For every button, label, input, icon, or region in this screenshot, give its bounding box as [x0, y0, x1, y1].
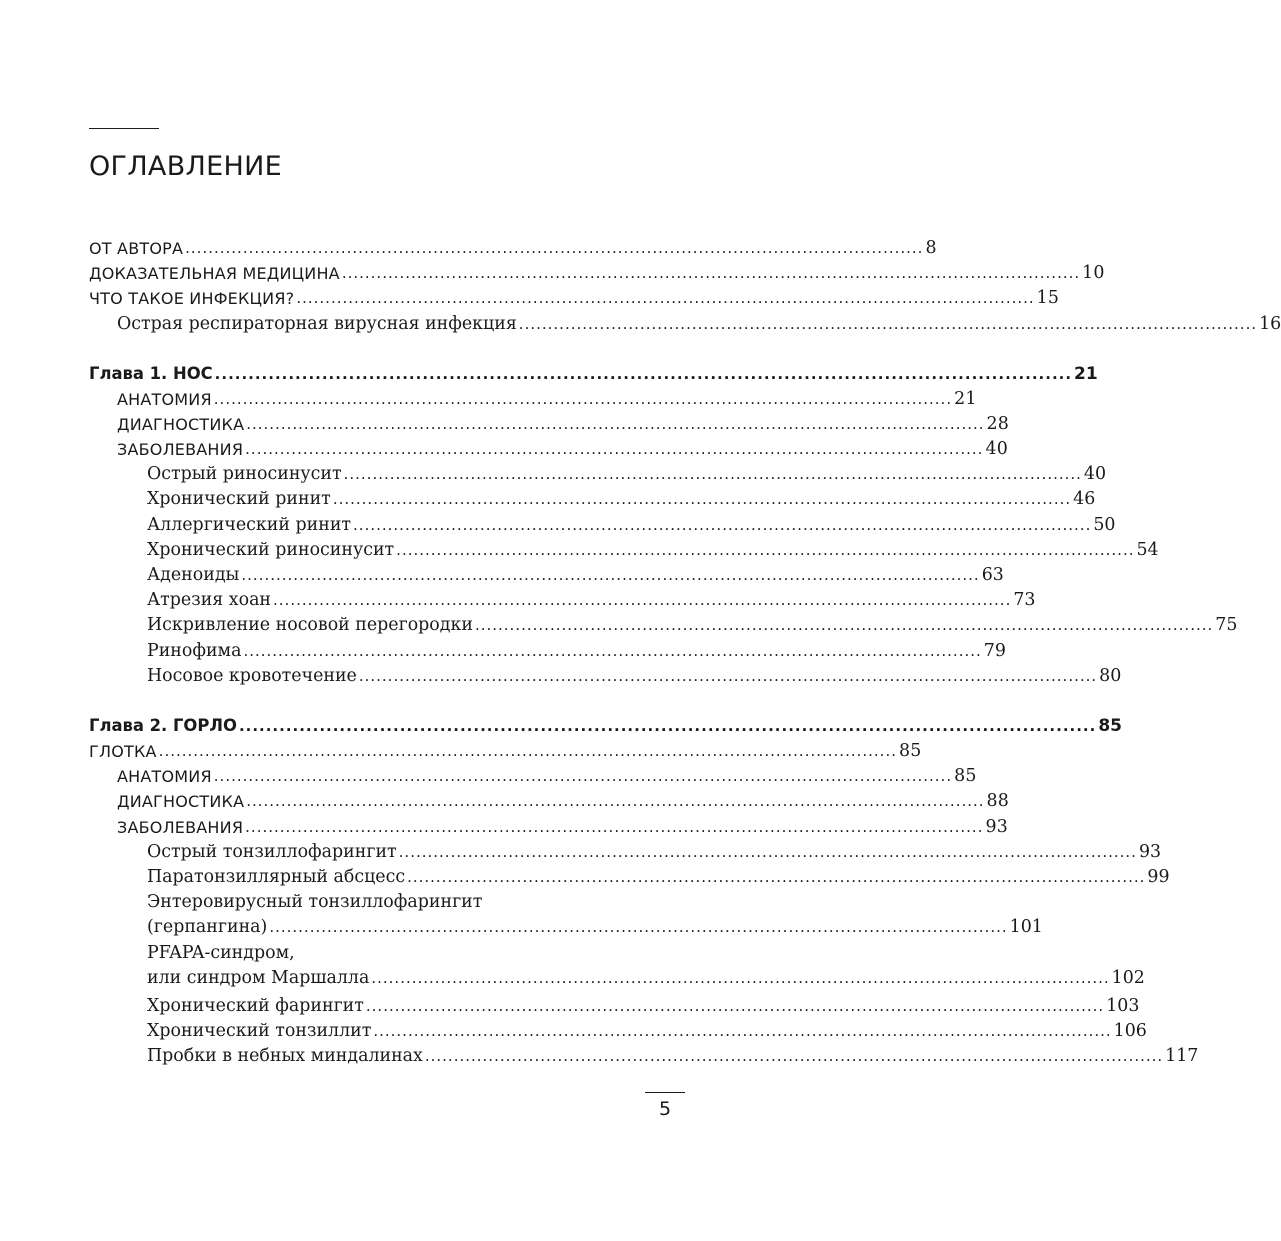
toc-entry[interactable]	[89, 488, 1096, 513]
toc-entry-page: 93	[1138, 841, 1162, 862]
toc-entry-label: ГЛОТКА	[89, 741, 157, 761]
toc-entry[interactable]	[89, 563, 1004, 588]
toc-entry[interactable]	[89, 1019, 1147, 1044]
toc-entry[interactable]	[89, 387, 977, 412]
page-title: ОГЛАВЛЕНИЕ	[89, 151, 282, 182]
leader-dots: ................................................................................................................................	[396, 540, 1135, 559]
leader-dots: ................................................................................................................................	[158, 741, 897, 760]
toc-entry-page: 102	[1111, 967, 1145, 988]
toc-entry-page: 28	[986, 413, 1010, 434]
leader-dots: ................................................................................................................................	[296, 289, 1035, 308]
toc-chapter-label: Глава 1. НОС	[89, 363, 213, 383]
toc-entry-label: Носовое кровотечение	[147, 665, 357, 686]
leader-dots: ................................................................................................................................	[269, 918, 1008, 937]
toc-entry-label: Хронический тонзиллит	[147, 1021, 372, 1042]
toc-entry-label: ЗАБОЛЕВАНИЯ	[117, 440, 244, 460]
leader-dots: ................................................................................................................................	[214, 364, 1073, 383]
toc-entry-label: или синдром Маршалла	[147, 967, 370, 988]
toc-chapter-page: 85	[1098, 716, 1122, 736]
toc-entry-label: ДИАГНОСТИКА	[117, 414, 245, 434]
toc-entry-label: Острый тонзиллофарингит	[147, 841, 397, 862]
toc-entry-page: 79	[983, 640, 1006, 661]
leader-dots: ................................................................................................................................	[246, 792, 985, 811]
toc-entry-label: Хронический фарингит	[147, 995, 364, 1016]
leader-dots: ................................................................................................................................	[238, 716, 1097, 735]
toc-entry-page: 8	[925, 237, 937, 258]
toc-entry[interactable]	[89, 865, 1170, 890]
toc-entry[interactable]	[89, 538, 1159, 563]
toc-entry-page: 46	[1073, 489, 1096, 510]
toc-entry[interactable]	[89, 513, 1116, 538]
leader-dots: ................................................................................................................................	[245, 440, 984, 459]
toc-entry-label: Аденоиды	[147, 565, 240, 586]
toc-entry-page: 80	[1099, 665, 1122, 686]
leader-dots: ................................................................................................................................	[241, 566, 980, 585]
toc-entry-label: ЗАБОЛЕВАНИЯ	[117, 817, 244, 837]
table-of-contents	[89, 236, 1281, 1069]
toc-entry-label: АНАТОМИЯ	[117, 389, 212, 409]
toc-entry-page: 99	[1147, 866, 1170, 887]
leader-dots: ................................................................................................................................	[245, 817, 984, 836]
toc-chapter[interactable]	[89, 713, 1122, 739]
toc-chapter-label: Глава 2. ГОРЛО	[89, 716, 237, 735]
leader-dots: ................................................................................................................................	[373, 1022, 1112, 1041]
toc-entry-page: 101	[1009, 917, 1043, 938]
toc-entry[interactable]	[89, 236, 937, 261]
leader-dots: ................................................................................................................................	[343, 465, 1082, 484]
toc-entry[interactable]	[89, 764, 977, 789]
leader-dots: ................................................................................................................................	[246, 414, 985, 433]
leader-dots: ................................................................................................................................	[213, 767, 953, 786]
toc-entry-label: ДОКАЗАТЕЛЬНАЯ МЕДИЦИНА	[89, 264, 340, 284]
toc-entry[interactable]	[89, 1044, 1199, 1069]
toc-entry-page: 85	[898, 740, 922, 761]
toc-entry-label: Аллергический ринит	[147, 514, 352, 535]
leader-dots: ................................................................................................................................	[185, 238, 924, 257]
leader-dots: ................................................................................................................................	[341, 264, 1081, 283]
toc-entry[interactable]	[89, 437, 1008, 462]
toc-entry-page: 75	[1215, 615, 1238, 636]
toc-entry-page: 85	[954, 766, 977, 787]
toc-entry-label: ОТ АВТОРА	[89, 238, 184, 258]
toc-entry-label: Пробки в небных миндалинах	[147, 1046, 423, 1067]
toc-entry-label-line1[interactable]: PFAPA-синдром,	[147, 942, 295, 963]
toc-entry-page: 88	[986, 791, 1010, 812]
toc-entry[interactable]	[89, 739, 922, 764]
toc-entry-page: 63	[981, 565, 1004, 586]
toc-entry-label: Хронический риносинусит	[147, 539, 395, 560]
toc-entry[interactable]	[89, 261, 1105, 286]
leader-dots: ................................................................................................................................	[424, 1047, 1164, 1066]
toc-entry-page: 40	[985, 439, 1008, 460]
footer-rule	[645, 1092, 685, 1093]
toc-entry-label: ЧТО ТАКОЕ ИНФЕКЦИЯ?	[89, 289, 295, 309]
toc-entry[interactable]	[89, 588, 1036, 613]
toc-entry-page: 106	[1113, 1021, 1147, 1042]
toc-entry-label: Ринофима	[147, 640, 242, 661]
toc-entry[interactable]	[89, 815, 1008, 840]
leader-dots: ................................................................................................................................	[407, 867, 1146, 886]
toc-entry-page: 10	[1082, 263, 1105, 284]
toc-entry-page: 50	[1093, 514, 1116, 535]
toc-entry-label: Атрезия хоан	[147, 590, 272, 611]
toc-chapter-page: 21	[1074, 363, 1098, 384]
toc-entry-label: (герпангина)	[147, 917, 268, 938]
toc-entry-label: Острый риносинусит	[147, 464, 342, 485]
toc-entry[interactable]	[89, 286, 1060, 311]
toc-entry[interactable]	[89, 915, 1043, 940]
toc-entry[interactable]	[89, 994, 1140, 1019]
toc-entry-label: Искривление носовой перегородки	[147, 615, 473, 636]
toc-chapter[interactable]	[89, 361, 1098, 387]
toc-entry[interactable]	[89, 639, 1006, 664]
toc-entry-page: 117	[1165, 1046, 1199, 1067]
toc-entry-label: ДИАГНОСТИКА	[117, 792, 245, 812]
toc-entry-page: 15	[1036, 288, 1060, 309]
leader-dots: ................................................................................................................................	[213, 389, 953, 408]
toc-entry-page: 40	[1083, 464, 1107, 485]
toc-entry[interactable]	[89, 966, 1145, 991]
toc-entry[interactable]	[89, 840, 1162, 865]
toc-entry-label: Хронический ринит	[147, 489, 331, 510]
toc-entry[interactable]	[89, 664, 1122, 689]
toc-entry-label-line1[interactable]: Энтеровирусный тонзиллофарингит	[147, 892, 483, 913]
toc-entry-page: 93	[985, 816, 1008, 837]
leader-dots: ................................................................................................................................	[332, 490, 1072, 509]
toc-entry[interactable]	[89, 789, 1010, 814]
toc-entry[interactable]	[89, 312, 1281, 337]
leader-dots: ................................................................................................................................	[474, 616, 1214, 635]
leader-dots: ................................................................................................................................	[371, 968, 1110, 987]
toc-entry-page: 73	[1013, 590, 1036, 611]
toc-entry[interactable]	[89, 613, 1238, 638]
toc-entry[interactable]	[89, 462, 1107, 487]
toc-entry-label: Острая респираторная вирусная инфекция	[117, 313, 517, 334]
leader-dots: ................................................................................................................................	[353, 515, 1092, 534]
toc-entry-label: Паратонзиллярный абсцесс	[147, 866, 406, 887]
leader-dots: ................................................................................................................................	[518, 314, 1258, 333]
top-rule	[89, 128, 159, 129]
leader-dots: ................................................................................................................................	[365, 996, 1105, 1015]
leader-dots: ................................................................................................................................	[398, 842, 1137, 861]
toc-entry-page: 16	[1259, 313, 1281, 334]
leader-dots: ................................................................................................................................	[358, 666, 1098, 685]
toc-entry[interactable]	[89, 412, 1010, 437]
toc-entry-page: 54	[1136, 539, 1159, 560]
page-number: 5	[658, 1098, 672, 1120]
toc-entry-page: 21	[954, 388, 977, 409]
leader-dots: ................................................................................................................................	[273, 591, 1012, 610]
leader-dots: ................................................................................................................................	[243, 641, 982, 660]
toc-entry-page: 103	[1106, 995, 1140, 1016]
toc-entry-label: АНАТОМИЯ	[117, 767, 212, 787]
